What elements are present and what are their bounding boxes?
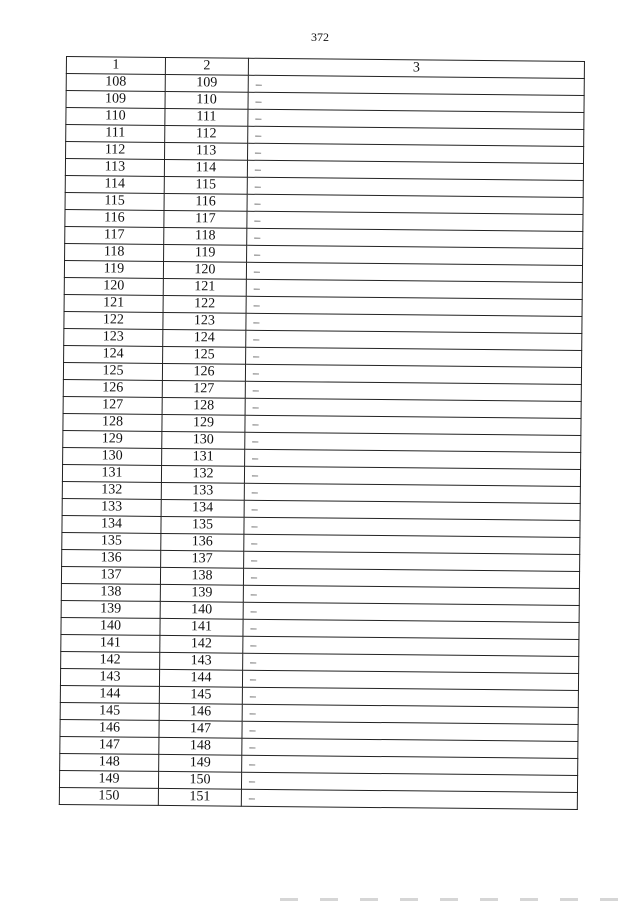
table-cell-col-2: 117 — [164, 210, 247, 228]
table-cell-col-3: – — [243, 585, 579, 605]
table-cell-col-1: 139 — [61, 600, 160, 618]
table-cell-col-1: 128 — [63, 413, 162, 431]
table-cell-col-1: 134 — [62, 515, 161, 533]
table-row — [59, 787, 577, 809]
table-cell-col-2: 144 — [159, 669, 242, 687]
table-cell-col-2: 145 — [159, 686, 242, 704]
table-cell-col-1: 147 — [60, 736, 159, 754]
table-cell-col-2: 151 — [158, 788, 241, 806]
table-cell-col-2: 112 — [165, 125, 248, 143]
table-cell-col-2: 148 — [159, 737, 242, 755]
table-cell-col-2: 134 — [161, 499, 244, 517]
table-cell-col-3: – — [247, 245, 583, 265]
table-cell-col-2: 127 — [162, 380, 245, 398]
table-cell-col-1: 150 — [59, 787, 158, 805]
table-cell-col-1: 138 — [61, 583, 160, 601]
scan-artifact — [280, 898, 620, 901]
table-cell-col-2: 128 — [162, 397, 245, 415]
table-cell-col-1: 130 — [63, 447, 162, 465]
table-cell-col-2: 147 — [159, 720, 242, 738]
table-cell-col-2: 119 — [164, 244, 247, 262]
table-cell-col-2: 132 — [161, 465, 244, 483]
table-cell-col-2: 120 — [163, 261, 246, 279]
table-cell-col-3: – — [245, 449, 581, 469]
table-cell-col-3: – — [248, 109, 584, 129]
table-cell-col-3: – — [241, 789, 577, 809]
table-cell-col-3: – — [242, 704, 578, 724]
table-cell-col-3: – — [245, 432, 581, 452]
table-cell-col-1: 115 — [65, 192, 164, 210]
table-body — [59, 74, 584, 810]
table-cell-col-1: 127 — [63, 396, 162, 414]
table-cell-col-1: 140 — [61, 617, 160, 635]
table-cell-col-2: 125 — [163, 346, 246, 364]
table-cell-col-3: – — [248, 126, 584, 146]
table-cell-col-3: – — [246, 347, 582, 367]
table-cell-col-3: – — [248, 143, 584, 163]
table-cell-col-1: 135 — [62, 532, 161, 550]
table-cell-col-3: – — [242, 670, 578, 690]
table-cell-col-1: 109 — [66, 91, 165, 109]
table-cell-col-3: – — [247, 194, 583, 214]
column-header-3: 3 — [248, 58, 584, 78]
table-cell-col-1: 108 — [66, 74, 165, 92]
table-cell-col-2: 142 — [160, 635, 243, 653]
table-cell-col-3: – — [244, 500, 580, 520]
table-cell-col-2: 126 — [162, 363, 245, 381]
table-cell-col-2: 123 — [163, 312, 246, 330]
table-cell-col-2: 110 — [165, 91, 248, 109]
table-cell-col-3: – — [245, 364, 581, 384]
table-cell-col-3: – — [243, 636, 579, 656]
table-cell-col-1: 123 — [64, 328, 163, 346]
table-cell-col-1: 136 — [62, 549, 161, 567]
column-header-2: 2 — [165, 57, 248, 75]
table-cell-col-1: 131 — [62, 464, 161, 482]
table-cell-col-3: – — [244, 534, 580, 554]
table-cell-col-3: – — [246, 296, 582, 316]
table-cell-col-3: – — [245, 398, 581, 418]
table-cell-col-2: 121 — [163, 278, 246, 296]
table-cell-col-1: 110 — [66, 108, 165, 126]
table-cell-col-3: – — [244, 483, 580, 503]
table-cell-col-2: 133 — [161, 482, 244, 500]
table-cell-col-3: – — [248, 75, 584, 95]
table-cell-col-1: 114 — [65, 175, 164, 193]
table-cell-col-3: – — [247, 177, 583, 197]
table-cell-col-2: 122 — [163, 295, 246, 313]
table-cell-col-2: 140 — [160, 601, 243, 619]
table-cell-col-2: 109 — [165, 74, 248, 92]
table-cell-col-3: – — [244, 517, 580, 537]
table-cell-col-1: 149 — [59, 770, 158, 788]
table-cell-col-2: 146 — [159, 703, 242, 721]
table-cell-col-3: – — [242, 721, 578, 741]
table-cell-col-3: – — [247, 228, 583, 248]
table-cell-col-3: – — [243, 568, 579, 588]
table-cell-col-3: – — [246, 262, 582, 282]
table-cell-col-2: 149 — [159, 754, 242, 772]
table-cell-col-2: 150 — [158, 771, 241, 789]
table-cell-col-1: 142 — [61, 651, 160, 669]
table-cell-col-1: 116 — [65, 209, 164, 227]
table-cell-col-1: 132 — [62, 481, 161, 499]
table-cell-col-3: – — [245, 381, 581, 401]
table-cell-col-3: – — [242, 755, 578, 775]
table-cell-col-2: 115 — [164, 176, 247, 194]
table-cell-col-3: – — [246, 279, 582, 299]
table-cell-col-2: 141 — [160, 618, 243, 636]
table-cell-col-1: 146 — [60, 719, 159, 737]
table-cell-col-2: 131 — [162, 448, 245, 466]
data-table-container — [59, 56, 584, 810]
table-cell-col-3: – — [247, 211, 583, 231]
table-cell-col-2: 143 — [160, 652, 243, 670]
table-cell-col-2: 124 — [163, 329, 246, 347]
table-cell-col-3: – — [243, 602, 579, 622]
table-cell-col-3: – — [243, 619, 579, 639]
data-table — [59, 56, 585, 810]
table-cell-col-1: 113 — [65, 159, 164, 177]
table-cell-col-3: – — [242, 687, 578, 707]
table-cell-col-1: 141 — [61, 634, 160, 652]
table-cell-col-3: – — [247, 160, 583, 180]
table-cell-col-1: 148 — [60, 753, 159, 771]
table-cell-col-1: 126 — [63, 379, 162, 397]
table-cell-col-1: 145 — [60, 702, 159, 720]
table-cell-col-1: 120 — [64, 277, 163, 295]
table-cell-col-3: – — [241, 772, 577, 792]
table-cell-col-2: 135 — [161, 516, 244, 534]
table-cell-col-2: 114 — [164, 159, 247, 177]
table-cell-col-1: 133 — [62, 498, 161, 516]
table-cell-col-2: 138 — [160, 567, 243, 585]
table-cell-col-2: 136 — [161, 533, 244, 551]
table-cell-col-3: – — [243, 653, 579, 673]
table-cell-col-1: 124 — [64, 345, 163, 363]
table-cell-col-3: – — [246, 313, 582, 333]
table-cell-col-2: 118 — [164, 227, 247, 245]
table-cell-col-1: 112 — [66, 142, 165, 160]
table-cell-col-1: 144 — [60, 685, 159, 703]
table-cell-col-1: 121 — [64, 294, 163, 312]
table-cell-col-1: 137 — [61, 566, 160, 584]
table-cell-col-3: – — [244, 466, 580, 486]
table-cell-col-1: 119 — [64, 260, 163, 278]
table-cell-col-3: – — [242, 738, 578, 758]
table-cell-col-1: 129 — [63, 430, 162, 448]
column-header-1: 1 — [66, 57, 165, 75]
table-cell-col-2: 111 — [165, 108, 248, 126]
table-cell-col-2: 130 — [162, 431, 245, 449]
table-cell-col-2: 137 — [161, 550, 244, 568]
table-cell-col-3: – — [246, 330, 582, 350]
table-cell-col-2: 139 — [160, 584, 243, 602]
table-cell-col-3: – — [248, 92, 584, 112]
table-cell-col-1: 117 — [65, 226, 164, 244]
table-cell-col-1: 125 — [63, 362, 162, 380]
table-cell-col-1: 118 — [65, 243, 164, 261]
table-cell-col-3: – — [244, 551, 580, 571]
table-cell-col-3: – — [245, 415, 581, 435]
table-cell-col-2: 113 — [165, 142, 248, 160]
table-cell-col-1: 143 — [60, 668, 159, 686]
table-cell-col-1: 122 — [64, 311, 163, 329]
page-number: 372 — [311, 30, 329, 44]
table-cell-col-2: 129 — [162, 414, 245, 432]
table-cell-col-2: 116 — [164, 193, 247, 211]
table-cell-col-1: 111 — [66, 125, 165, 143]
